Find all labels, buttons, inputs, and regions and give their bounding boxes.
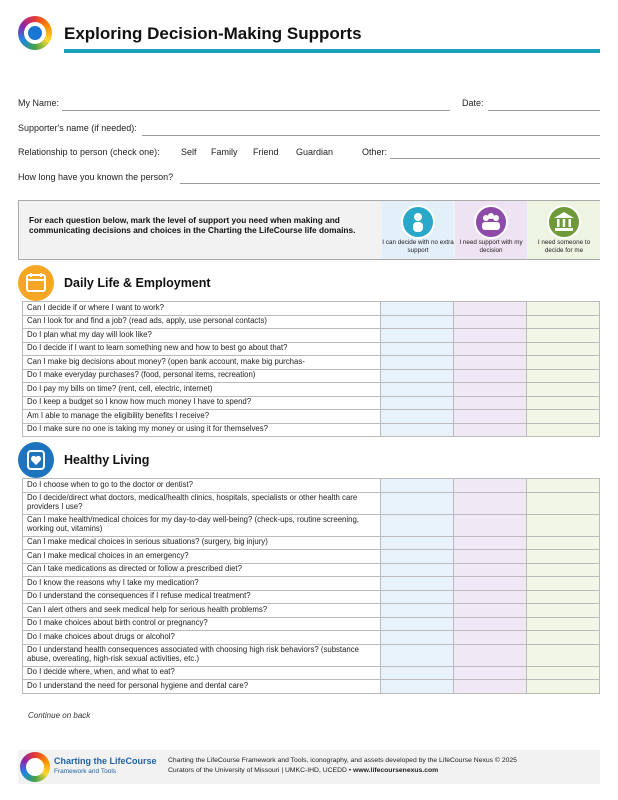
decide-for-me-cell[interactable] [527,410,600,424]
question-text: Do I understand the need for personal hygiene and dental care? [23,680,381,694]
question-row [23,410,600,424]
need-support-cell[interactable] [454,550,527,564]
question-row [23,666,600,680]
decide-for-me-cell[interactable] [527,423,600,437]
section-daily-life-header [18,265,600,301]
question-row [23,492,600,514]
no-support-cell[interactable] [381,479,454,493]
no-support-cell[interactable] [381,617,454,631]
footer-credits [168,756,598,776]
decide-for-me-cell[interactable] [527,536,600,550]
decide-for-me-cell[interactable] [527,590,600,604]
section-title: Healthy Living [64,453,150,467]
decide-for-me-cell[interactable] [527,550,600,564]
need-support-cell[interactable] [454,492,527,514]
no-support-cell[interactable] [381,492,454,514]
no-support-cell[interactable] [381,514,454,536]
need-support-cell[interactable] [454,536,527,550]
relationship-option-friend[interactable]: Friend [253,147,279,157]
supporter-label: Supporter's name (if needed): [18,123,137,133]
no-support-cell[interactable] [381,680,454,694]
no-support-cell[interactable] [381,604,454,618]
no-support-cell[interactable] [381,315,454,329]
question-row [23,644,600,666]
page-title: Exploring Decision-Making Supports [64,24,362,43]
footer-brand-sub: Framework and Tools [54,768,117,775]
footer-url[interactable]: www.lifecoursenexus.com [353,767,439,775]
question-row [23,302,600,316]
question-text: Can I make big decisions about money? (open bank account, make big purchas- [23,356,381,370]
person-icon [401,205,435,239]
question-text: Can I make medical choices in an emergency? [23,550,381,564]
decide-for-me-cell[interactable] [527,479,600,493]
question-row [23,423,600,437]
question-row [23,383,600,397]
question-row [23,315,600,329]
footer-brand: Charting the LifeCourse [54,756,157,766]
decide-for-me-cell[interactable] [527,315,600,329]
question-text: Do I decide if I want to learn something new and how to best go about that? [23,342,381,356]
need-support-cell[interactable] [454,617,527,631]
need-support-cell[interactable] [454,604,527,618]
need-support-cell[interactable] [454,479,527,493]
decide-for-me-cell[interactable] [527,617,600,631]
lifecourse-logo-icon [18,16,52,50]
healthy-living-questions-table [22,478,600,694]
continue-note: Continue on back [28,711,91,720]
decide-for-me-cell[interactable] [527,302,600,316]
relationship-label: Relationship to person (check one): [18,147,160,157]
need-support-cell[interactable] [454,666,527,680]
decide-for-me-cell[interactable] [527,563,600,577]
decide-for-me-cell[interactable] [527,604,600,618]
question-row [23,536,600,550]
question-text: Do I make everyday purchases? (food, personal items, recreation) [23,369,381,383]
no-support-cell[interactable] [381,590,454,604]
no-support-cell[interactable] [381,550,454,564]
relationship-option-guardian[interactable]: Guardian [296,147,334,157]
how-long-field[interactable] [180,183,600,184]
decide-for-me-cell[interactable] [527,369,600,383]
level-no-support [382,201,454,259]
supporter-field[interactable] [142,135,600,136]
question-text: Can I decide if or where I want to work? [23,302,381,316]
other-label: Other: [362,147,388,157]
question-text: Do I make choices about birth control or pregnancy? [23,617,381,631]
need-support-cell[interactable] [454,514,527,536]
footer-line-1: Charting the LifeCourse Framework and Tools, iconography, and assets developed by the LifeCourse Nexus © 2025 [168,757,517,764]
question-row [23,563,600,577]
decide-for-me-cell[interactable] [527,342,600,356]
question-text: Can I take medications as directed or follow a prescribed diet? [23,563,381,577]
page-header [18,16,600,56]
footer-line-2: Curators of the University of Missouri | UMKC-IHD, UCEDD • [168,767,352,775]
no-support-cell[interactable] [381,644,454,666]
question-row [23,396,600,410]
question-row [23,342,600,356]
section-healthy-living-header [18,442,600,478]
question-row [23,479,600,493]
need-support-cell[interactable] [454,383,527,397]
question-text: Am I able to manage the eligibility benefits I receive? [23,410,381,424]
question-row [23,550,600,564]
lifecourse-logo-icon [20,752,50,782]
question-row [23,617,600,631]
relationship-option-family[interactable]: Family [211,147,238,157]
need-support-cell[interactable] [454,410,527,424]
need-support-cell[interactable] [454,644,527,666]
question-text: Do I know the reasons why I take my medication? [23,577,381,591]
decide-for-me-cell[interactable] [527,514,600,536]
decide-for-me-cell[interactable] [527,666,600,680]
question-row [23,369,600,383]
question-row [23,577,600,591]
level-someone-decide [528,201,600,259]
question-text: Do I plan what my day will look like? [23,329,381,343]
question-row [23,329,600,343]
question-row [23,604,600,618]
need-support-cell[interactable] [454,396,527,410]
my-name-field[interactable] [62,110,450,111]
question-text: Can I make medical choices in serious situations? (surgery, big injury) [23,536,381,550]
calendar-icon [18,265,54,301]
no-support-cell[interactable] [381,536,454,550]
level-label: I need someone to decide for me [537,239,591,254]
no-support-cell[interactable] [381,410,454,424]
question-row [23,356,600,370]
instruction-text: For each question below, mark the level of support you need when making and communicating decisions and choices in the Charting the LifeCourse life domains. [29,215,356,236]
my-name-label: My Name: [18,98,60,108]
no-support-cell[interactable] [381,563,454,577]
no-support-cell[interactable] [381,329,454,343]
question-text: Do I decide/direct what doctors, medical/health clinics, hospitals, specialists or other health care providers I use? [23,492,381,514]
need-support-cell[interactable] [454,302,527,316]
question-text: Can I look for and find a job? (read ads, apply, use personal contacts) [23,315,381,329]
question-text: Do I decide where, when, and what to eat? [23,666,381,680]
other-field[interactable] [390,158,600,159]
need-support-cell[interactable] [454,315,527,329]
no-support-cell[interactable] [381,342,454,356]
level-need-support [455,201,527,259]
decide-for-me-cell[interactable] [527,680,600,694]
question-text: Can I alert others and seek medical help for serious health problems? [23,604,381,618]
question-text: Do I choose when to go to the doctor or dentist? [23,479,381,493]
need-support-cell[interactable] [454,369,527,383]
question-row [23,590,600,604]
need-support-cell[interactable] [454,631,527,645]
decide-for-me-cell[interactable] [527,492,600,514]
decide-for-me-cell[interactable] [527,329,600,343]
question-row [23,631,600,645]
how-long-label: How long have you known the person? [18,172,174,182]
daily-life-questions-table [22,301,600,437]
level-label: I need support with my decision [459,239,523,254]
decide-for-me-cell[interactable] [527,396,600,410]
decide-for-me-cell[interactable] [527,383,600,397]
need-support-cell[interactable] [454,356,527,370]
section-title: Daily Life & Employment [64,276,211,290]
decide-for-me-cell[interactable] [527,631,600,645]
title-underline [64,49,600,53]
question-row [23,680,600,694]
question-text: Can I make health/medical choices for my day-to-day well-being? (check-ups, routine screening, working out, vitamins) [23,514,381,536]
instruction-box [18,200,600,260]
no-support-cell[interactable] [381,631,454,645]
need-support-cell[interactable] [454,423,527,437]
heart-icon [18,442,54,478]
question-text: Do I make sure no one is taking my money or using it for themselves? [23,423,381,437]
question-text: Do I keep a budget so I know how much money I have to spend? [23,396,381,410]
question-text: Do I understand health consequences associated with choosing high risk behaviors? (substance abuse, overeating, high-risk sexual activities, etc.) [23,644,381,666]
need-support-cell[interactable] [454,342,527,356]
no-support-cell[interactable] [381,396,454,410]
question-text: Do I pay my bills on time? (rent, cell, electric, internet) [23,383,381,397]
relationship-option-self[interactable]: Self [181,147,197,157]
no-support-cell[interactable] [381,577,454,591]
decide-for-me-cell[interactable] [527,644,600,666]
no-support-cell[interactable] [381,356,454,370]
question-row [23,514,600,536]
institution-icon [547,205,581,239]
level-label: I can decide with no extra support [382,239,454,254]
no-support-cell[interactable] [381,423,454,437]
date-label: Date: [462,98,484,108]
decide-for-me-cell[interactable] [527,577,600,591]
no-support-cell[interactable] [381,369,454,383]
need-support-cell[interactable] [454,563,527,577]
question-text: Do I understand the consequences if I refuse medical treatment? [23,590,381,604]
footer [18,750,600,784]
decide-for-me-cell[interactable] [527,356,600,370]
need-support-cell[interactable] [454,329,527,343]
date-field[interactable] [488,110,600,111]
need-support-cell[interactable] [454,577,527,591]
no-support-cell[interactable] [381,383,454,397]
question-text: Do I make choices about drugs or alcohol? [23,631,381,645]
no-support-cell[interactable] [381,666,454,680]
need-support-cell[interactable] [454,680,527,694]
no-support-cell[interactable] [381,302,454,316]
group-icon [474,205,508,239]
need-support-cell[interactable] [454,590,527,604]
